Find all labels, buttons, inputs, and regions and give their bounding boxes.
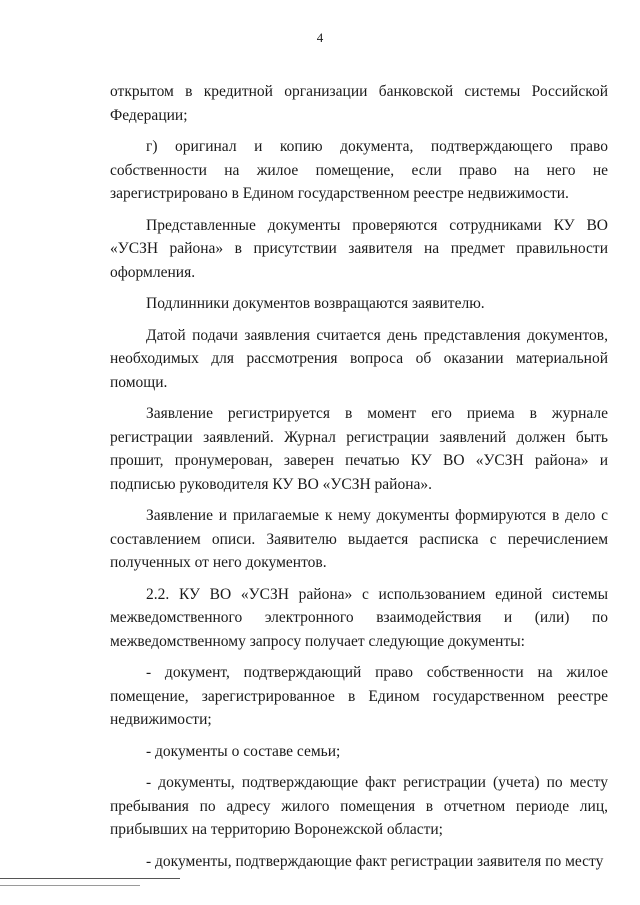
paragraph-originals-returned: Подлинники документов возвращаются заявителю.: [146, 295, 485, 312]
paragraph-verification: Представленные документы проверяются сотрудниками КУ ВО «УСЗН района» в присутствии заявителя на предмет правильности оформления.: [110, 216, 608, 281]
paragraph-continuation: открытом в кредитной организации банковской системы Российской Федерации;: [110, 83, 608, 124]
footnote-divider-secondary: [0, 885, 140, 886]
paragraph-registration: Заявление регистрируется в момент его приема в журнале регистрации заявлений. Журнал регистрации заявлений должен быть прошит, пронумерован, заверен печатью КУ ВО «УСЗН района» и подписью руководителя КУ ВО «УСЗН района».: [110, 405, 608, 493]
document-body: [110, 80, 608, 881]
paragraph-section-2-2: 2.2. КУ ВО «УСЗН района» с использованием единой системы межведомственного электронного взаимодействия и (или) по межведомственному запросу получает следующие документы:: [110, 585, 608, 650]
list-item-family-composition: - документы о составе семьи;: [146, 742, 341, 760]
paragraph-case-file: Заявление и прилагаемые к нему документы формируются в дело с составлением описи. Заявителю выдается расписка с перечислением полученных от него документов.: [110, 507, 608, 571]
page-number: 4: [316, 30, 324, 45]
footnote-divider: [0, 878, 180, 879]
paragraph-submission-date: Датой подачи заявления считается день представления документов, необходимых для рассмотрения вопроса об оказании материальной помощи.: [110, 326, 608, 391]
list-item-stay-registration: - документы, подтверждающие факт регистрации (учета) по месту пребывания по адресу жилого помещения в отчетном периоде лиц, прибывших на территорию Воронежской области;: [110, 774, 608, 838]
paragraph-item-g: г) оригинал и копию документа, подтверждающего право собственности на жилое помещение, если право на него не зарегистрировано в Едином государственном реестре недвижимости.: [110, 138, 608, 202]
list-item-residence-registration: - документы, подтверждающие факт регистрации заявителя по месту: [146, 852, 604, 870]
list-item-ownership-document: - документ, подтверждающий право собственности на жилое помещение, зарегистрированное в Едином государственном реестре недвижимости;: [110, 664, 608, 728]
